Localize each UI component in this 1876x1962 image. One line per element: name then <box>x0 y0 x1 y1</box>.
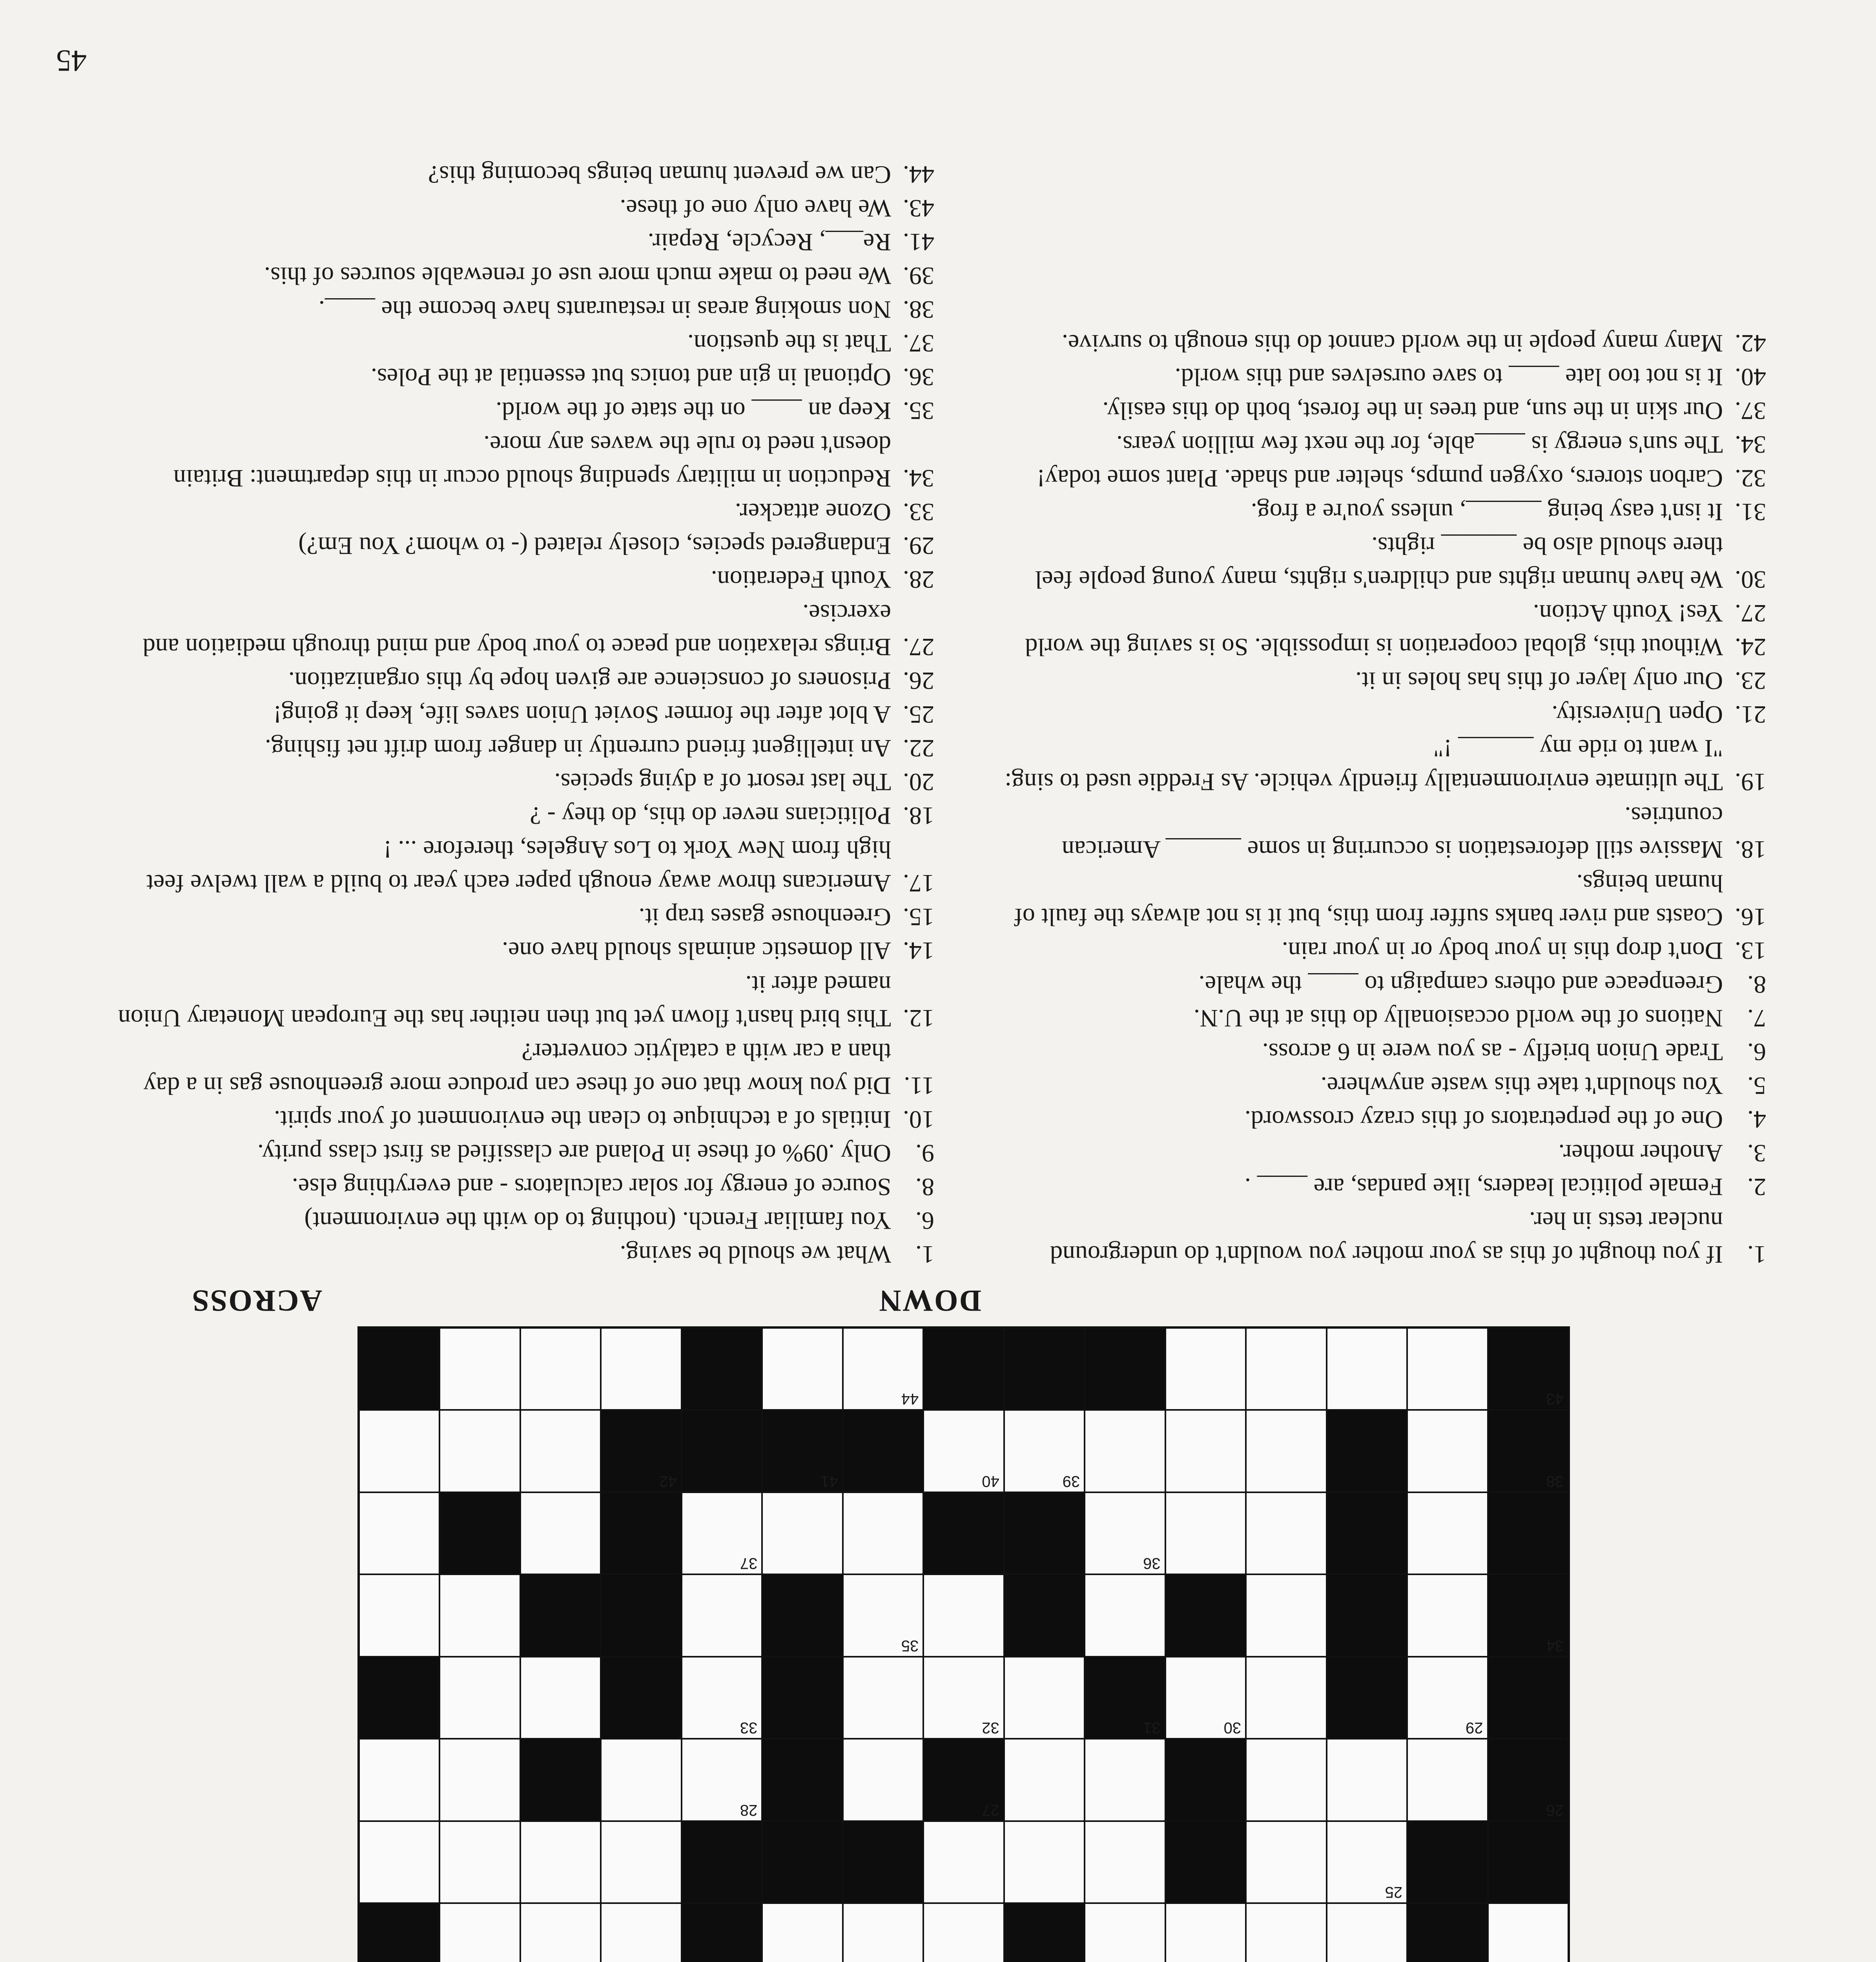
grid-cell[interactable] <box>1166 1411 1245 1491</box>
clue-number: 10. <box>903 1106 934 1134</box>
across-clue <box>102 1035 934 1103</box>
clue-number: 26. <box>903 667 934 695</box>
grid-block-cell <box>763 1411 842 1491</box>
grid-block-cell <box>602 1657 680 1738</box>
clue-number: 38 <box>1546 1472 1564 1490</box>
clue-number: 7. <box>1747 1005 1766 1032</box>
clue-text: Did you know that one of these can produce more greenhouse gas in a day than a car with a catalytic converter? <box>143 1038 891 1100</box>
grid-block-cell <box>1327 1411 1406 1491</box>
grid-block-cell <box>844 1822 923 1902</box>
grid-block-cell <box>1005 1904 1084 1962</box>
clue-number: 2. <box>1747 1173 1766 1201</box>
clue-text: You familiar French. (nothing to do with the environment) <box>304 1207 891 1235</box>
grid-cell[interactable] <box>1327 1329 1406 1409</box>
across-clue <box>102 394 934 428</box>
grid-block-cell <box>440 1493 519 1574</box>
down-clue <box>989 394 1766 428</box>
clue-number: 6. <box>1747 1038 1766 1066</box>
grid-cell[interactable] <box>521 1493 600 1574</box>
clue-number: 27 <box>982 1801 999 1819</box>
clue-number: 34. <box>903 465 934 492</box>
clue-number: 6. <box>915 1207 934 1235</box>
grid-cell[interactable] <box>1005 1657 1084 1738</box>
clue-number: 4. <box>1747 1106 1766 1134</box>
grid-cell[interactable] <box>521 1329 600 1409</box>
clue-number: 44 <box>901 1390 919 1408</box>
grid-block-cell <box>1489 1493 1568 1574</box>
grid-cell[interactable] <box>924 1657 1003 1738</box>
down-clue <box>989 495 1766 529</box>
across-clue <box>102 1238 934 1271</box>
across-clue <box>102 698 934 731</box>
clue-text: Our only layer of this has holes in it. <box>1355 667 1723 695</box>
grid-block-cell <box>1005 1329 1084 1409</box>
clue-number: 24. <box>1735 633 1766 661</box>
clue-text: You shouldn't take this waste anywhere. <box>1320 1072 1723 1100</box>
clue-text: Endangered species, closely related (- to whom? You Em?) <box>298 532 891 560</box>
down-clue <box>989 360 1766 394</box>
clue-text: Optional in gin and tonics but essential at the Poles. <box>370 363 891 391</box>
grid-cell[interactable] <box>1489 1904 1568 1962</box>
clue-text: Americans throw away enough paper each year to build a wall twelve feet high from New York to Los Angeles, therefore ... ! <box>146 836 891 897</box>
grid-cell[interactable] <box>924 1411 1003 1491</box>
grid-block-cell <box>602 1493 680 1574</box>
grid-cell[interactable] <box>682 1740 761 1820</box>
clue-number: 13. <box>1735 937 1766 965</box>
across-clue <box>102 900 934 934</box>
grid-cell[interactable] <box>1247 1575 1325 1656</box>
clue-number: 12. <box>903 1005 934 1032</box>
grid-block-cell <box>682 1904 761 1962</box>
grid-block-cell <box>763 1575 842 1656</box>
across-clue <box>102 833 934 900</box>
clue-number: 1. <box>915 1241 934 1269</box>
grid-block-cell <box>1327 1657 1406 1738</box>
clue-text: Another mother. <box>1558 1140 1723 1167</box>
clue-text: We have human rights and children's rights, many young people feel there should also be ______ rights. <box>1035 532 1723 594</box>
grid-cell[interactable] <box>682 1657 761 1738</box>
clue-number: 21. <box>1735 701 1766 729</box>
clue-number: 25. <box>903 701 934 729</box>
grid-block-cell <box>1327 1493 1406 1574</box>
grid-cell[interactable] <box>844 1493 923 1574</box>
down-clue <box>989 428 1766 461</box>
grid-block-cell <box>360 1329 439 1409</box>
grid-block-cell <box>1489 1822 1568 1902</box>
grid-block-cell <box>924 1493 1003 1574</box>
across-clue <box>102 968 934 1035</box>
clue-text: Reduction in military spending should occur in this department: Britain doesn't need to rule the waves any more. <box>173 431 891 492</box>
clue-number: 37. <box>903 330 934 357</box>
grid-block-cell <box>682 1822 761 1902</box>
clue-number: 27. <box>903 633 934 661</box>
grid-block-cell <box>360 1657 439 1738</box>
clue-number: 18. <box>1735 836 1766 864</box>
grid-cell[interactable] <box>1247 1904 1325 1962</box>
down-clue <box>989 698 1766 731</box>
grid-cell[interactable] <box>763 1904 842 1962</box>
grid-cell[interactable] <box>682 1575 761 1656</box>
clue-number: 30. <box>1735 566 1766 594</box>
clue-number: 26 <box>1546 1801 1564 1819</box>
grid-cell[interactable] <box>440 1740 519 1820</box>
clue-number: 28 <box>740 1801 758 1819</box>
grid-cell[interactable] <box>763 1329 842 1409</box>
clue-number: 43. <box>903 195 934 222</box>
grid-cell[interactable] <box>1408 1657 1487 1738</box>
clue-number: 34 <box>1546 1637 1564 1654</box>
clue-text: Female political leaders, like pandas, are ____ . <box>1244 1173 1723 1201</box>
clue-text: Politicians never do this, do they - ? <box>530 802 891 830</box>
grid-block-cell <box>1166 1575 1245 1656</box>
clue-number: 18. <box>903 802 934 830</box>
grid-block-cell <box>1408 1822 1487 1902</box>
clue-text: Our skin in the sun, and trees in the forest, both do this easily. <box>1102 397 1723 425</box>
down-clue <box>989 630 1766 664</box>
clue-number: 41 <box>820 1472 838 1490</box>
across-clue <box>102 596 934 664</box>
clue-number: 34. <box>1735 431 1766 459</box>
grid-cell[interactable] <box>1166 1657 1245 1738</box>
clue-text: What we should be saving. <box>620 1241 891 1269</box>
clue-number: 22. <box>903 735 934 762</box>
clue-number: 5. <box>1747 1072 1766 1100</box>
clue-number: 39. <box>903 262 934 290</box>
grid-cell[interactable] <box>844 1657 923 1738</box>
grid-cell[interactable] <box>1408 1493 1487 1574</box>
grid-block-cell <box>521 1740 600 1820</box>
across-clue <box>102 293 934 326</box>
grid-cell[interactable] <box>844 1740 923 1820</box>
clue-text: Re___, Recycle, Repair. <box>647 228 891 256</box>
clue-text: The ultimate environmentally friendly vehicle. As Freddie used to sing: "I want to ride my ______ !" <box>1005 735 1723 796</box>
grid-cell[interactable] <box>1408 1329 1487 1409</box>
clue-number: 32. <box>1735 465 1766 492</box>
clue-text: A blot after the former Soviet Union saves life, keep it going! <box>273 701 891 729</box>
clue-number: 23. <box>1735 667 1766 695</box>
grid-cell[interactable] <box>360 1575 439 1656</box>
clue-text: That is the question. <box>687 330 891 357</box>
clue-text: Initials of a technique to clean the environment of your spirit. <box>274 1106 891 1134</box>
grid-block-cell <box>1489 1411 1568 1491</box>
clue-text: Nations of the world occasionally do this at the U.N. <box>1193 1005 1723 1032</box>
clue-text: Non smoking areas in restaurants have become the ____. <box>318 296 891 324</box>
clue-text: Greenpeace and others campaign to ____ the whale. <box>1198 971 1723 999</box>
across-clue <box>102 529 934 563</box>
grid-cell[interactable] <box>521 1657 600 1738</box>
grid-block-cell <box>763 1822 842 1902</box>
grid-block-cell <box>1166 1740 1245 1820</box>
grid-cell[interactable] <box>1408 1575 1487 1656</box>
grid-cell[interactable] <box>1408 1740 1487 1820</box>
clue-number: 37 <box>740 1555 758 1572</box>
grid-cell[interactable] <box>1085 1411 1164 1491</box>
grid-block-cell <box>1085 1329 1164 1409</box>
across-clue <box>102 664 934 698</box>
across-clue <box>102 563 934 596</box>
across-clue <box>102 1204 934 1238</box>
grid-cell[interactable] <box>1085 1493 1164 1574</box>
grid-cell[interactable] <box>360 1740 439 1820</box>
down-clue <box>989 1170 1766 1204</box>
down-clue <box>989 934 1766 968</box>
clue-text: Youth Federation. <box>711 566 891 594</box>
grid-cell[interactable] <box>924 1575 1003 1656</box>
page-number: 45 <box>56 44 87 78</box>
grid-block-cell <box>1085 1657 1164 1738</box>
clue-text: Greenhouse gases trap it. <box>638 903 891 931</box>
clue-text: Coasts and river banks suffer from this, but it is not always the fault of human beings. <box>1014 870 1723 931</box>
grid-cell[interactable] <box>440 1575 519 1656</box>
grid-cell[interactable] <box>1247 1493 1325 1574</box>
clue-number: 15. <box>903 903 934 931</box>
clue-number: 31. <box>1735 498 1766 526</box>
grid-cell[interactable] <box>924 1904 1003 1962</box>
clue-text: It is not too late ____ to save ourselves and this world. <box>1174 363 1723 391</box>
clue-text: Source of energy for solar calculators - and everything else. <box>292 1173 891 1201</box>
grid-cell[interactable] <box>1247 1657 1325 1738</box>
clue-number: 16. <box>1735 903 1766 931</box>
grid-cell[interactable] <box>1085 1904 1164 1962</box>
clue-text: Keep an ____ on the state of the world. <box>496 397 891 425</box>
clue-number: 19. <box>1735 768 1766 796</box>
grid-block-cell <box>763 1657 842 1738</box>
grid-cell[interactable] <box>360 1822 439 1902</box>
down-clue <box>989 731 1766 799</box>
grid-cell[interactable] <box>844 1904 923 1962</box>
grid-block-cell <box>360 1904 439 1962</box>
down-clue <box>989 1001 1766 1035</box>
grid-block-cell <box>602 1575 680 1656</box>
crossword-grid <box>357 1326 1570 1962</box>
clue-number: 40 <box>982 1472 999 1490</box>
grid-cell[interactable] <box>521 1411 600 1491</box>
clue-text: Can we prevent human beings becoming this? <box>428 161 891 189</box>
clue-number: 20. <box>903 768 934 796</box>
across-clue <box>102 731 934 765</box>
grid-block-cell <box>682 1329 761 1409</box>
down-clue <box>989 866 1766 934</box>
clue-number: 30 <box>1223 1719 1242 1737</box>
clue-number: 36 <box>1143 1555 1161 1572</box>
grid-cell[interactable] <box>602 1822 680 1902</box>
clue-number: 25 <box>1385 1884 1403 1901</box>
clue-number: 8. <box>1747 971 1766 999</box>
grid-block-cell <box>1327 1575 1406 1656</box>
clue-text: Yes! Youth Action. <box>1533 600 1723 627</box>
clue-number: 32 <box>982 1719 999 1737</box>
across-clue <box>102 495 934 529</box>
clue-number: 17. <box>903 870 934 897</box>
clue-number: 1. <box>1747 1241 1766 1269</box>
grid-block-cell <box>924 1329 1003 1409</box>
grid-cell[interactable] <box>602 1329 680 1409</box>
grid-cell[interactable] <box>1408 1411 1487 1491</box>
clue-number: 11. <box>904 1072 934 1100</box>
clue-number: 35. <box>903 397 934 425</box>
clue-number: 39 <box>1062 1472 1080 1490</box>
clue-number: 29 <box>1466 1719 1483 1737</box>
grid-cell[interactable] <box>1247 1329 1325 1409</box>
grid-cell[interactable] <box>602 1904 680 1962</box>
clue-text: Prisoners of conscience are given hope by this organization. <box>288 667 891 695</box>
clue-number: 28. <box>903 566 934 594</box>
down-clue <box>989 1136 1766 1170</box>
grid-cell[interactable] <box>1247 1740 1325 1820</box>
grid-cell[interactable] <box>440 1329 519 1409</box>
clue-number: 33 <box>740 1719 758 1737</box>
clue-text: Brings relaxation and peace to your body and mind through mediation and exercise. <box>142 600 891 661</box>
clue-number: 31 <box>1143 1719 1161 1737</box>
clue-text: Ozone attacker. <box>735 498 891 526</box>
across-clue <box>102 1136 934 1170</box>
down-heading: DOWN <box>878 1284 981 1318</box>
grid-block-cell <box>1408 1904 1487 1962</box>
clue-number: 37. <box>1735 397 1766 425</box>
grid-cell[interactable] <box>440 1657 519 1738</box>
grid-block-cell <box>924 1740 1003 1820</box>
grid-cell[interactable] <box>1085 1575 1164 1656</box>
grid-cell[interactable] <box>682 1493 761 1574</box>
grid-block-cell <box>1005 1493 1084 1574</box>
down-clue <box>989 1103 1766 1136</box>
clue-number: 43 <box>1546 1390 1564 1408</box>
clue-number: 42. <box>1735 330 1766 357</box>
across-clue-list <box>102 158 934 1271</box>
across-clue <box>102 191 934 225</box>
down-clue <box>989 461 1766 495</box>
clue-text: The last resort of a dying species. <box>554 768 891 796</box>
down-clue <box>989 799 1766 866</box>
grid-cell[interactable] <box>440 1411 519 1491</box>
down-clue <box>989 326 1766 360</box>
clue-text: We have only one of these. <box>620 195 891 222</box>
across-clue <box>102 1170 934 1204</box>
down-clue <box>989 596 1766 630</box>
clue-text: An intelligent friend currently in danger from drift net fishing. <box>265 735 891 762</box>
down-clue <box>989 1204 1766 1271</box>
clue-text: Massive still deforestation is occurring in some ______ American countries. <box>1062 802 1723 864</box>
across-clue <box>102 934 934 968</box>
clue-number: 27. <box>1735 600 1766 627</box>
grid-cell[interactable] <box>1085 1822 1164 1902</box>
clue-text: Only .09% of these in Poland are classified as first class purity. <box>257 1140 891 1167</box>
across-clue <box>102 765 934 799</box>
down-clue <box>989 1035 1766 1069</box>
grid-cell[interactable] <box>1166 1904 1245 1962</box>
grid-cell[interactable] <box>1005 1411 1084 1491</box>
clue-text: The sun's energy is ____able, for the next few million years. <box>1116 431 1723 459</box>
across-clue <box>102 1103 934 1136</box>
clue-number: 3. <box>1747 1140 1766 1167</box>
clue-text: This bird hasn't flown yet but then neither has the European Monetary Union named after it. <box>118 971 891 1032</box>
across-clue <box>102 799 934 833</box>
across-clue <box>102 259 934 293</box>
clue-number: 35 <box>901 1637 919 1654</box>
grid-cell[interactable] <box>440 1904 519 1962</box>
down-clue <box>989 1069 1766 1103</box>
across-clue <box>102 158 934 191</box>
clue-text: Without this, global cooperation is impossible. So is saving the world <box>1025 633 1723 661</box>
clue-number: 29. <box>903 532 934 560</box>
across-clue <box>102 225 934 259</box>
grid-cell[interactable] <box>1327 1822 1406 1902</box>
grid-cell[interactable] <box>1005 1822 1084 1902</box>
grid-cell[interactable] <box>1247 1822 1325 1902</box>
grid-cell[interactable] <box>844 1575 923 1656</box>
grid-cell[interactable] <box>1166 1329 1245 1409</box>
grid-cell[interactable] <box>602 1740 680 1820</box>
clue-text: It isn't easy being ______, unless you're a frog. <box>1251 498 1723 526</box>
grid-block-cell <box>602 1411 680 1491</box>
clue-number: 38. <box>903 296 934 324</box>
clue-text: Many many people in the world cannot do this enough to survive. <box>1061 330 1723 357</box>
grid-block-cell <box>1489 1329 1568 1409</box>
grid-block-cell <box>1489 1657 1568 1738</box>
clue-number: 44. <box>903 161 934 189</box>
down-clue <box>989 529 1766 596</box>
across-clue <box>102 326 934 360</box>
grid-cell[interactable] <box>440 1822 519 1902</box>
clue-text: One of the perpetrators of this crazy crossword. <box>1244 1106 1723 1134</box>
clue-number: 33. <box>903 498 934 526</box>
across-clue <box>102 360 934 394</box>
across-heading: ACROSS <box>191 1284 322 1318</box>
down-clue <box>989 968 1766 1001</box>
clue-text: Carbon storers, oxygen pumps, shelter and shade. Plant some today! <box>1037 465 1723 492</box>
grid-cell[interactable] <box>1327 1904 1406 1962</box>
grid-cell[interactable] <box>360 1411 439 1491</box>
grid-cell[interactable] <box>360 1493 439 1574</box>
grid-cell[interactable] <box>1166 1493 1245 1574</box>
grid-block-cell <box>1489 1740 1568 1820</box>
grid-block-cell <box>682 1411 761 1491</box>
clue-number: 36. <box>903 363 934 391</box>
clue-number: 8. <box>915 1173 934 1201</box>
grid-block-cell <box>1005 1575 1084 1656</box>
clue-number: 40. <box>1735 363 1766 391</box>
across-clue <box>102 428 934 495</box>
grid-cell[interactable] <box>924 1822 1003 1902</box>
clue-text: Don't drop this in your body or in your rain. <box>1282 937 1723 965</box>
clue-text: Open University. <box>1551 701 1723 729</box>
down-clue <box>989 664 1766 698</box>
clue-number: 9. <box>915 1140 934 1167</box>
grid-block-cell <box>1489 1575 1568 1656</box>
grid-cell[interactable] <box>1247 1411 1325 1491</box>
clue-text: We need to make much more use of renewable sources of this. <box>264 262 891 290</box>
grid-cell[interactable] <box>1327 1740 1406 1820</box>
clue-number: 41. <box>903 228 934 256</box>
grid-cell[interactable] <box>1005 1740 1084 1820</box>
grid-cell[interactable] <box>521 1904 600 1962</box>
grid-cell[interactable] <box>844 1329 923 1409</box>
grid-cell[interactable] <box>521 1822 600 1902</box>
grid-cell[interactable] <box>763 1493 842 1574</box>
grid-block-cell <box>1166 1822 1245 1902</box>
clue-text: Trade Union briefly - as you were in 6 across. <box>1262 1038 1723 1066</box>
grid-cell[interactable] <box>1085 1740 1164 1820</box>
grid-block-cell <box>844 1411 923 1491</box>
clue-number: 14. <box>903 937 934 965</box>
clue-text: All domestic animals should have one. <box>502 937 891 965</box>
grid-block-cell <box>763 1740 842 1820</box>
grid-block-cell <box>521 1575 600 1656</box>
down-clue-list <box>989 326 1766 1271</box>
clue-text: If you thought of this as your mother you wouldn't do underground nuclear tests in her. <box>1050 1207 1723 1269</box>
clue-number: 42 <box>659 1472 677 1490</box>
